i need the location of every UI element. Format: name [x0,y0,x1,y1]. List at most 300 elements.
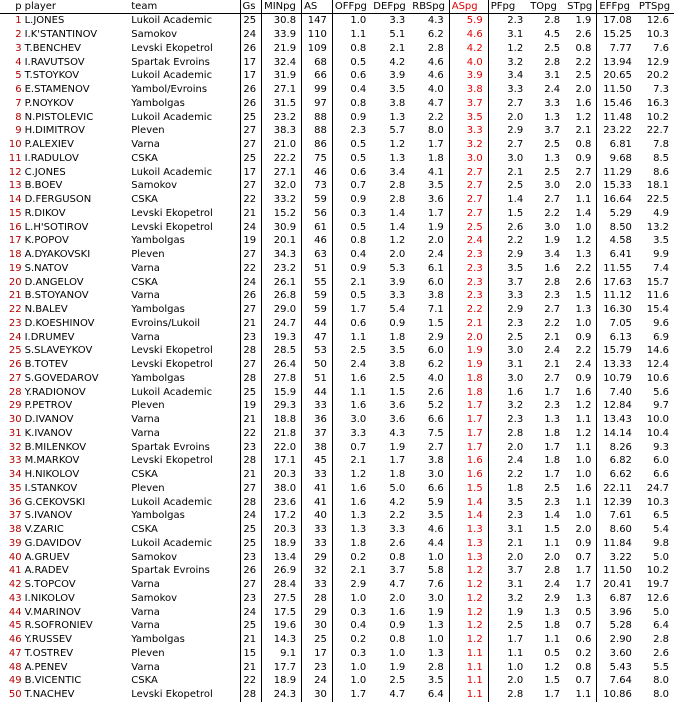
defensive-rebounds-cell: 5.1 [389,29,406,41]
games-cell: 24 [240,28,262,42]
games-cell: 15 [240,647,262,661]
turnovers-cell: 2.4 [544,84,561,96]
rank-cell: 30 [8,414,22,426]
assists-per-game-cell: 1.2 [449,633,488,647]
minutes-cell: 27.1 [262,83,302,97]
games-cell: 17 [240,55,262,69]
turnovers-cell: 1.7 [544,386,561,398]
rebounds-cell: 6.4 [427,689,444,701]
table-row [0,688,674,702]
table-row [0,633,674,647]
rank-cell: 29 [8,400,22,412]
rank-cell: 35 [8,482,22,494]
offensive-rebounds-cell: 1.1 [332,330,371,344]
defensive-rebounds-cell: 1.8 [389,331,406,343]
minutes-cell: 26.9 [262,564,302,578]
turnovers-cell: 2.5 [544,482,561,494]
rebounds-cell: 2.9 [427,331,444,343]
turnovers-cell: 3.4 [544,249,561,261]
team-cell: Varna [131,579,160,591]
steals-cell: 0.6 [575,634,592,646]
team-cell: CSKA [131,152,158,164]
efficiency-cell: 8.60 [597,523,637,537]
games-cell: 23 [240,440,262,454]
games-cell: 28 [240,344,262,358]
team-cell: Pleven [131,647,165,659]
steals-cell: 1.2 [575,235,592,247]
header-row [0,0,674,14]
rank-cell: 21 [8,290,22,302]
assists-per-game-cell: 1.4 [449,495,488,509]
team-cell: CSKA [131,675,158,687]
points-cell: 12.4 [646,359,669,371]
steals-cell: 1.1 [575,194,592,206]
assists-cell: 63 [302,248,333,262]
efficiency-cell: 7.40 [597,385,637,399]
minutes-cell: 38.0 [262,482,302,496]
points-cell: 10.3 [646,496,669,508]
assists-cell: 53 [302,344,333,358]
turnovers-cell: 2.7 [544,304,561,316]
points-cell: 6.0 [653,455,669,467]
defensive-rebounds-cell: 2.1 [389,42,406,54]
fouls-cell: 3.3 [488,289,528,303]
table-row [0,399,674,413]
defensive-rebounds-cell: 1.7 [389,455,406,467]
player-name-cell: V.MARINOV [24,606,81,618]
column-header-assists-per-game[interactable]: ASpg [449,0,488,14]
assists-per-game-cell: 2.2 [449,303,488,317]
column-header-rebounds[interactable]: RBSpg [410,0,449,14]
offensive-rebounds-cell: 0.8 [332,97,371,111]
team-cell: Varna [131,139,160,151]
turnovers-cell: 2.8 [544,276,561,288]
offensive-rebounds-cell: 1.6 [332,372,371,386]
table-row [0,427,674,441]
assists-per-game-cell: 1.7 [449,427,488,441]
defensive-rebounds-cell: 2.0 [389,249,406,261]
steals-cell: 0.5 [575,606,592,618]
assists-cell: 38 [302,440,333,454]
player-name-cell: I.RADULOV [24,152,79,164]
column-header-offensive-rebounds[interactable]: OFFpg [332,0,371,14]
defensive-rebounds-cell: 1.2 [389,235,406,247]
points-cell: 9.6 [653,317,669,329]
turnovers-cell: 2.3 [544,496,561,508]
fouls-cell: 2.2 [488,468,528,482]
column-header-rank[interactable]: p [0,0,24,14]
points-cell: 11.6 [646,290,669,302]
steals-cell: 1.0 [575,317,592,329]
column-header-player[interactable]: player [24,0,130,14]
column-header-steals[interactable]: STpg [565,0,597,14]
assists-cell: 61 [302,220,333,234]
offensive-rebounds-cell: 1.0 [332,592,371,606]
player-name-cell: M.MARKOV [24,455,80,467]
table-row [0,550,674,564]
assists-per-game-cell: 1.2 [449,592,488,606]
steals-cell: 1.0 [575,221,592,233]
fouls-cell: 3.2 [488,55,528,69]
minutes-cell: 23.2 [262,110,302,124]
offensive-rebounds-cell: 0.5 [332,55,371,69]
turnovers-cell: 2.7 [544,194,561,206]
efficiency-cell: 7.64 [597,674,637,688]
minutes-cell: 21.0 [262,138,302,152]
efficiency-cell: 8.50 [597,220,637,234]
offensive-rebounds-cell: 0.7 [332,179,371,193]
rank-cell: 43 [8,592,22,604]
turnovers-cell: 2.1 [544,331,561,343]
points-cell: 5.5 [653,661,669,673]
assists-per-game-cell: 1.8 [449,372,488,386]
points-cell: 18.1 [646,180,669,192]
assists-per-game-cell: 1.9 [449,358,488,372]
rank-cell: 36 [8,496,22,508]
defensive-rebounds-cell: 5.7 [389,125,406,137]
efficiency-cell: 13.43 [597,413,637,427]
defensive-rebounds-cell: 0.9 [389,620,406,632]
table-row [0,523,674,537]
team-cell: CSKA [131,194,158,206]
games-cell: 28 [240,688,262,702]
offensive-rebounds-cell: 1.6 [332,399,371,413]
table-row [0,289,674,303]
minutes-cell: 19.3 [262,330,302,344]
offensive-rebounds-cell: 0.8 [332,42,371,56]
player-name-cell: I.RAVUTSOV [24,56,85,68]
steals-cell: 0.8 [575,42,592,54]
team-cell: Lukoil Academic [131,15,213,27]
efficiency-cell: 14.14 [597,427,637,441]
efficiency-cell: 5.29 [597,207,637,221]
team-cell: Lukoil Academic [131,111,213,123]
rank-cell: 46 [8,634,22,646]
column-header-minutes[interactable]: MINpg [262,0,302,14]
player-name-cell: P.NOYKOV [24,97,74,109]
offensive-rebounds-cell: 0.4 [332,83,371,97]
player-name-cell: H.DIMITROV [24,125,85,137]
player-name-cell: K.IVANOV [24,427,73,439]
steals-cell: 0.7 [575,620,592,632]
rebounds-cell: 5.2 [427,400,444,412]
column-header-turnovers[interactable]: TOpg [528,0,565,14]
defensive-rebounds-cell: 3.6 [389,400,406,412]
offensive-rebounds-cell: 1.3 [332,509,371,523]
steals-cell: 1.3 [575,592,592,604]
minutes-cell: 23.6 [262,495,302,509]
defensive-rebounds-cell: 2.5 [389,372,406,384]
rank-cell: 28 [8,386,22,398]
assists-cell: 33 [302,578,333,592]
games-cell: 23 [240,592,262,606]
rebounds-cell: 1.3 [427,647,444,659]
games-cell: 26 [240,564,262,578]
games-cell: 27 [240,138,262,152]
player-name-cell: V.ZARIC [24,524,64,536]
games-cell: 22 [240,193,262,207]
points-cell: 5.0 [653,606,669,618]
assists-per-game-cell: 1.6 [449,468,488,482]
column-header-efficiency[interactable]: EFFpg [597,0,637,14]
defensive-rebounds-cell: 3.8 [389,97,406,109]
games-cell: 26 [240,42,262,56]
assists-per-game-cell: 1.2 [449,564,488,578]
player-name-cell: G.CEKOVSKI [24,496,86,508]
defensive-rebounds-cell: 3.8 [389,359,406,371]
efficiency-cell: 2.90 [597,633,637,647]
assists-per-game-cell: 4.2 [449,42,488,56]
efficiency-cell: 9.68 [597,152,637,166]
column-header-assists[interactable]: AS [302,0,333,14]
rebounds-cell: 6.6 [427,414,444,426]
rebounds-cell: 1.9 [427,606,444,618]
points-cell: 7.3 [653,84,669,96]
turnovers-cell: 2.2 [544,317,561,329]
team-cell: Varna [131,414,160,426]
assists-cell: 37 [302,427,333,441]
team-cell: Lukoil Academic [131,537,213,549]
offensive-rebounds-cell: 2.1 [332,454,371,468]
team-cell: Lukoil Academic [131,496,213,508]
games-cell: 28 [240,372,262,386]
assists-per-game-cell: 3.7 [449,97,488,111]
steals-cell: 0.9 [575,372,592,384]
games-cell: 17 [240,165,262,179]
offensive-rebounds-cell: 0.3 [332,647,371,661]
column-header-fouls[interactable]: PFpg [488,0,528,14]
turnovers-cell: 2.9 [544,592,561,604]
team-cell: Lukoil Academic [131,386,213,398]
rank-cell: 32 [8,441,22,453]
team-cell: Varna [131,606,160,618]
team-cell: Pleven [131,249,165,261]
column-header-team[interactable]: team [129,0,240,14]
assists-cell: 46 [302,165,333,179]
steals-cell: 1.6 [575,482,592,494]
rebounds-cell: 1.8 [427,152,444,164]
games-cell: 21 [240,413,262,427]
turnovers-cell: 3.1 [544,70,561,82]
efficiency-cell: 16.30 [597,303,637,317]
defensive-rebounds-cell: 0.8 [389,634,406,646]
table-row [0,440,674,454]
assists-cell: 73 [302,179,333,193]
turnovers-cell: 2.2 [544,207,561,219]
turnovers-cell: 2.8 [544,565,561,577]
assists-cell: 29 [302,605,333,619]
turnovers-cell: 2.4 [544,345,561,357]
defensive-rebounds-cell: 1.4 [389,207,406,219]
points-cell: 8.5 [653,152,669,164]
games-cell: 26 [240,289,262,303]
points-cell: 22.7 [646,125,669,137]
points-cell: 24.7 [646,482,669,494]
table-row [0,110,674,124]
assists-cell: 41 [302,482,333,496]
points-cell: 10.0 [646,414,669,426]
assists-per-game-cell: 1.8 [449,385,488,399]
games-cell: 25 [240,152,262,166]
games-cell: 27 [240,248,262,262]
fouls-cell: 3.1 [488,358,528,372]
player-name-cell: K.POPOV [24,235,69,247]
table-row [0,248,674,262]
team-cell: Yambolgas [131,510,185,522]
player-name-cell: T.STOYKOV [24,70,80,82]
turnovers-cell: 1.3 [544,414,561,426]
assists-per-game-cell: 3.0 [449,152,488,166]
team-cell: Levski Ekopetrol [131,689,213,701]
offensive-rebounds-cell: 2.1 [332,275,371,289]
table-row [0,55,674,69]
rank-cell: 48 [8,661,22,673]
rank-cell: 22 [8,304,22,316]
rank-cell: 49 [8,675,22,687]
efficiency-cell: 17.08 [597,14,637,28]
rebounds-cell: 1.9 [427,221,444,233]
points-cell: 10.3 [646,29,669,41]
turnovers-cell: 2.5 [544,166,561,178]
rebounds-cell: 1.3 [427,620,444,632]
points-cell: 5.6 [653,386,669,398]
turnovers-cell: 1.4 [544,510,561,522]
efficiency-cell: 4.58 [597,234,637,248]
defensive-rebounds-cell: 2.6 [389,537,406,549]
team-cell: Varna [131,620,160,632]
player-name-cell: G.DAVIDOV [24,537,82,549]
turnovers-cell: 3.7 [544,125,561,137]
fouls-cell: 1.6 [488,385,528,399]
assists-cell: 66 [302,69,333,83]
assists-per-game-cell: 1.1 [449,647,488,661]
steals-cell: 2.6 [575,29,592,41]
table-row [0,647,674,661]
rebounds-cell: 6.0 [427,276,444,288]
assists-per-game-cell: 1.3 [449,523,488,537]
turnovers-cell: 2.0 [544,551,561,563]
efficiency-cell: 5.28 [597,619,637,633]
rebounds-cell: 3.5 [427,180,444,192]
defensive-rebounds-cell: 4.2 [389,496,406,508]
steals-cell: 1.1 [575,496,592,508]
points-cell: 22.5 [646,194,669,206]
assists-per-game-cell: 1.3 [449,550,488,564]
assists-cell: 109 [302,42,333,56]
rank-cell: 15 [8,207,22,219]
table-row [0,179,674,193]
player-name-cell: T.NACHEV [24,689,75,701]
offensive-rebounds-cell: 1.8 [332,537,371,551]
assists-cell: 99 [302,83,333,97]
steals-cell: 1.7 [575,579,592,591]
rank-cell: 10 [8,139,22,151]
games-cell: 21 [240,468,262,482]
assists-per-game-cell: 2.7 [449,207,488,221]
rebounds-cell: 2.8 [427,661,444,673]
points-cell: 5.4 [653,524,669,536]
minutes-cell: 21.8 [262,427,302,441]
minutes-cell: 34.3 [262,248,302,262]
assists-cell: 44 [302,385,333,399]
table-row [0,42,674,56]
efficiency-cell: 15.79 [597,344,637,358]
offensive-rebounds-cell: 1.0 [332,660,371,674]
rank-cell: 41 [8,565,22,577]
table-row [0,385,674,399]
table-row [0,592,674,606]
minutes-cell: 28.5 [262,344,302,358]
efficiency-cell: 3.96 [597,605,637,619]
points-cell: 7.8 [653,139,669,151]
steals-cell: 1.0 [575,469,592,481]
column-header-points[interactable]: PTSpg [637,0,674,14]
offensive-rebounds-cell: 0.7 [332,440,371,454]
column-header-defensive-rebounds[interactable]: DEFpg [371,0,410,14]
assists-per-game-cell: 2.3 [449,248,488,262]
steals-cell: 1.2 [575,111,592,123]
efficiency-cell: 15.25 [597,28,637,42]
steals-cell: 2.2 [575,56,592,68]
turnovers-cell: 0.5 [544,647,561,659]
rank-cell: 13 [8,180,22,192]
defensive-rebounds-cell: 4.2 [389,56,406,68]
steals-cell: 1.1 [575,414,592,426]
assists-per-game-cell: 2.7 [449,165,488,179]
points-cell: 14.6 [646,345,669,357]
defensive-rebounds-cell: 2.2 [389,510,406,522]
minutes-cell: 30.8 [262,14,302,28]
team-cell: Yambolgas [131,304,185,316]
rebounds-cell: 4.6 [427,70,444,82]
table-row [0,28,674,42]
player-name-cell: S.IVANOV [24,510,73,522]
defensive-rebounds-cell: 3.3 [389,524,406,536]
rank-cell: 34 [8,469,22,481]
games-cell: 19 [240,399,262,413]
minutes-cell: 22.2 [262,152,302,166]
assists-cell: 46 [302,234,333,248]
steals-cell: 0.2 [575,647,592,659]
rank-cell: 50 [8,689,22,701]
points-cell: 2.6 [653,647,669,659]
column-header-games[interactable]: Gs [240,0,262,14]
team-cell: Spartak Evroins [131,56,210,68]
defensive-rebounds-cell: 0.9 [389,317,406,329]
games-cell: 27 [240,482,262,496]
rank-cell: 26 [8,359,22,371]
minutes-cell: 17.2 [262,509,302,523]
rank-cell: 37 [8,510,22,522]
defensive-rebounds-cell: 1.9 [389,441,406,453]
player-name-cell: I.NIKOLOV [24,592,75,604]
efficiency-cell: 11.50 [597,83,637,97]
rebounds-cell: 3.0 [427,592,444,604]
steals-cell: 1.2 [575,400,592,412]
player-name-cell: A.GRUEV [24,551,70,563]
team-cell: Samokov [131,551,178,563]
player-name-cell: I.STANKOV [24,482,78,494]
games-cell: 21 [240,660,262,674]
player-name-cell: Y.RADIONOV [24,386,86,398]
rank-cell: 1 [15,15,22,27]
table-row [0,413,674,427]
rank-cell: 5 [15,70,22,82]
team-cell: Varna [131,331,160,343]
turnovers-cell: 1.3 [544,606,561,618]
points-cell: 7.6 [653,42,669,54]
rank-cell: 3 [15,42,22,54]
